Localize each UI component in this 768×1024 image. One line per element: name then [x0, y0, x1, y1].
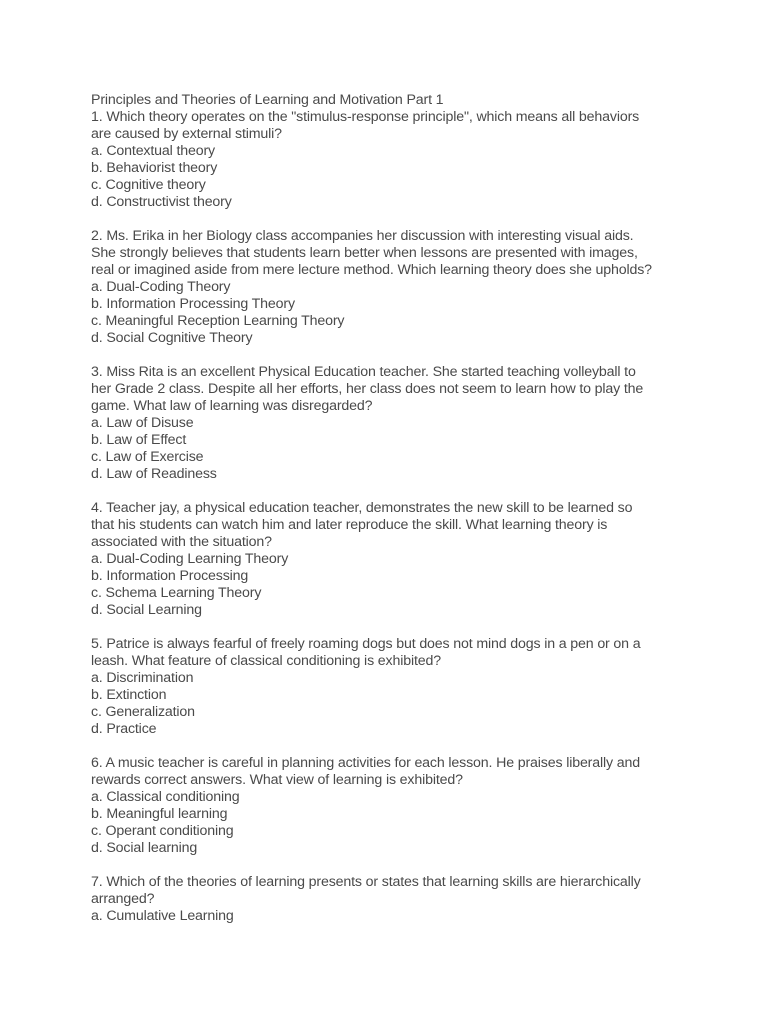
answer-option: a. Law of Disuse: [91, 415, 194, 431]
question-6: [91, 755, 691, 857]
answer-option: c. Meaningful Reception Learning Theory: [91, 313, 345, 329]
answer-option: a. Classical conditioning: [91, 789, 240, 805]
question-prompt-line: 2. Ms. Erika in her Biology class accompanies her discussion with interesting visual aids.: [91, 228, 634, 244]
answer-option: d. Social Cognitive Theory: [91, 330, 253, 346]
answer-option: c. Operant conditioning: [91, 823, 234, 839]
answer-option: c. Schema Learning Theory: [91, 585, 262, 601]
question-prompt-line: rewards correct answers. What view of learning is exhibited?: [91, 772, 463, 788]
answer-option: a. Cumulative Learning: [91, 908, 234, 924]
answer-option: d. Practice: [91, 721, 157, 737]
question-prompt-line: arranged?: [91, 891, 155, 907]
answer-option: b. Information Processing: [91, 568, 249, 584]
document-body: [91, 92, 691, 925]
answer-option: d. Constructivist theory: [91, 194, 232, 210]
question-prompt-line: 5. Patrice is always fearful of freely roaming dogs but does not mind dogs in a pen or on a: [91, 636, 641, 652]
question-3: [91, 364, 691, 483]
question-4: [91, 500, 691, 619]
answer-option: d. Social Learning: [91, 602, 202, 618]
question-prompt-line: game. What law of learning was disregarded?: [91, 398, 373, 414]
question-1: [91, 109, 691, 211]
answer-option: a. Discrimination: [91, 670, 194, 686]
answer-option: b. Extinction: [91, 687, 167, 703]
question-prompt-line: associated with the situation?: [91, 534, 272, 550]
question-prompt-line: 3. Miss Rita is an excellent Physical Education teacher. She started teaching volleyball to: [91, 364, 636, 380]
answer-option: b. Meaningful learning: [91, 806, 228, 822]
question-prompt-line: leash. What feature of classical conditioning is exhibited?: [91, 653, 441, 669]
answer-option: c. Cognitive theory: [91, 177, 206, 193]
answer-option: c. Law of Exercise: [91, 449, 204, 465]
answer-option: a. Contextual theory: [91, 143, 215, 159]
question-prompt-line: her Grade 2 class. Despite all her efforts, her class does not seem to learn how to play the: [91, 381, 644, 397]
answer-option: d. Law of Readiness: [91, 466, 217, 482]
question-prompt-line: 6. A music teacher is careful in planning activities for each lesson. He praises liberally and: [91, 755, 640, 771]
question-prompt-line: 7. Which of the theories of learning presents or states that learning skills are hierarchically: [91, 874, 641, 890]
question-prompt-line: are caused by external stimuli?: [91, 126, 282, 142]
question-list: [91, 109, 691, 925]
question-2: [91, 228, 691, 347]
question-prompt-line: She strongly believes that students learn better when lessons are presented with images,: [91, 245, 638, 261]
answer-option: b. Law of Effect: [91, 432, 187, 448]
question-7: [91, 874, 691, 925]
question-prompt-line: that his students can watch him and later reproduce the skill. What learning theory is: [91, 517, 608, 533]
answer-option: a. Dual-Coding Theory: [91, 279, 231, 295]
question-prompt-line: 1. Which theory operates on the "stimulus-response principle", which means all behaviors: [91, 109, 640, 125]
answer-option: b. Information Processing Theory: [91, 296, 295, 312]
document-title: Principles and Theories of Learning and Motivation Part 1: [91, 92, 444, 108]
answer-option: a. Dual-Coding Learning Theory: [91, 551, 289, 567]
question-5: [91, 636, 691, 738]
answer-option: b. Behaviorist theory: [91, 160, 218, 176]
question-prompt-line: 4. Teacher jay, a physical education teacher, demonstrates the new skill to be learned so: [91, 500, 633, 516]
question-prompt-line: real or imagined aside from mere lecture method. Which learning theory does she upholds?: [91, 262, 652, 278]
answer-option: c. Generalization: [91, 704, 195, 720]
answer-option: d. Social learning: [91, 840, 198, 856]
